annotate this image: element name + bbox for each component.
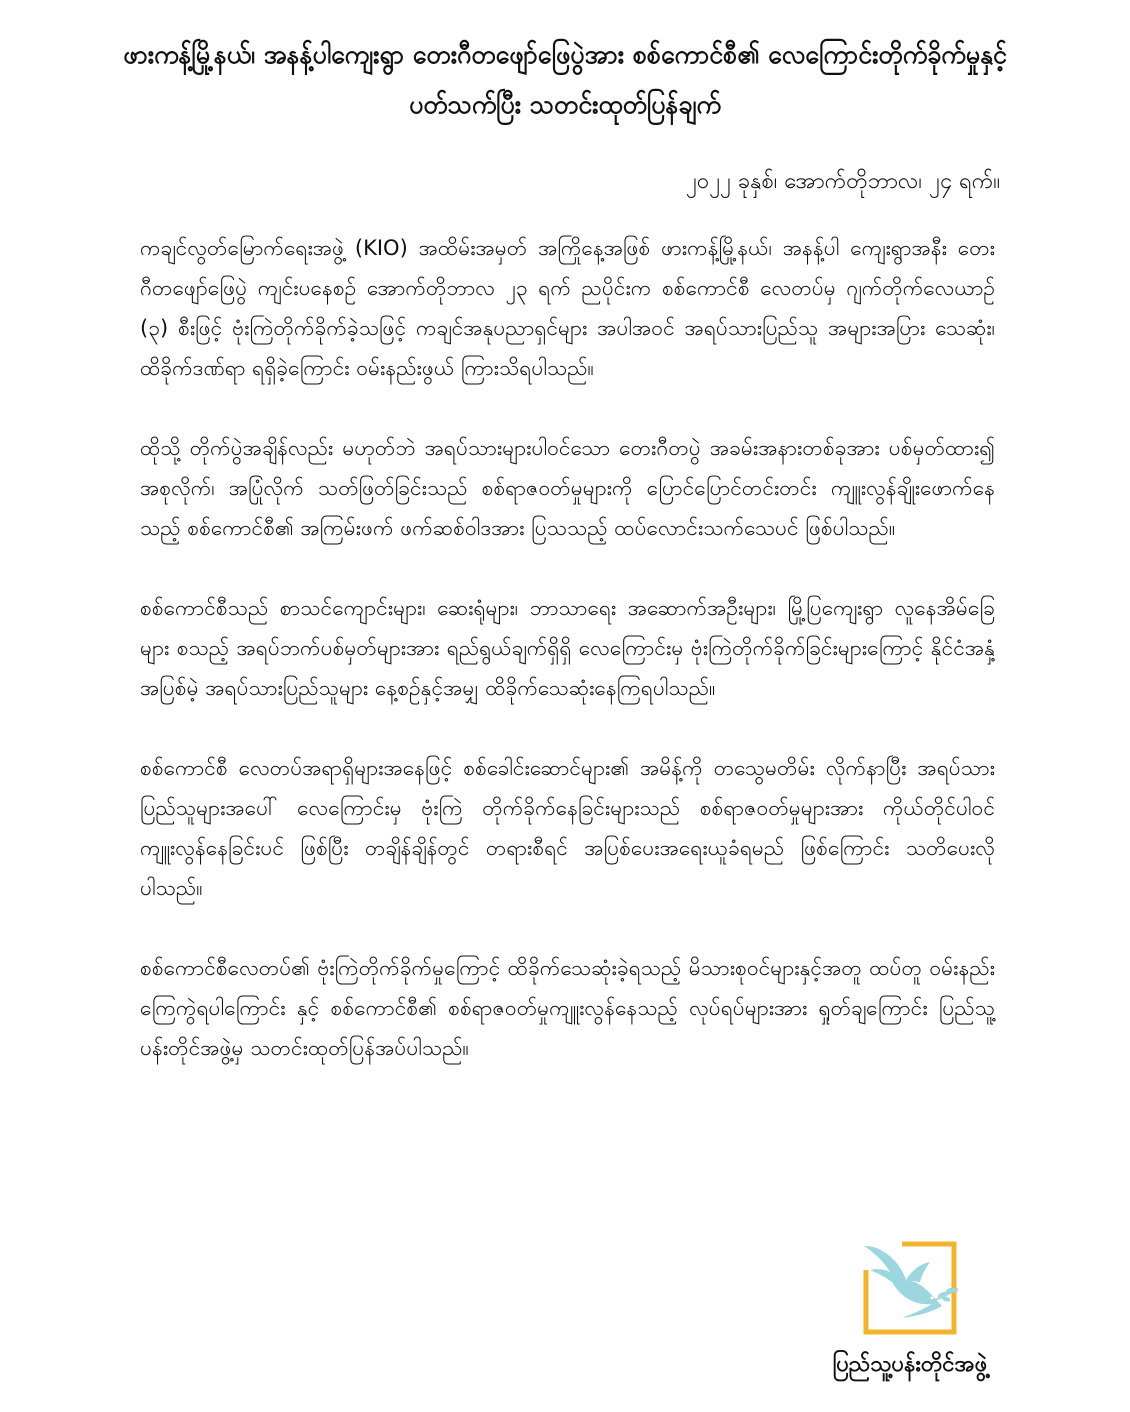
organization-name: ပြည်သူ့ပန်းတိုင်အဖွဲ့ [832, 1352, 988, 1377]
organization-logo [862, 1240, 958, 1336]
paragraph-4: စစ်ကောင်စီ လေတပ်အရာရှိများအနေဖြင့် စစ်ခေါင်းဆောင်များ၏ အမိန့်ကို တသွေမတိမ်း လိုက်နာပြီး အရပ်သားပြည်သူများအပေါ် လေကြောင်းမှ ဗုံးကြဲ တိုက်ခိုက်နေခြင်းများသည် စစ်ရာဇဝတ်မှုများအား ကိုယ်တိုင်ပါဝင်ကျူးလွန်နေခြင်းပင် ဖြစ်ပြီး တချိန်ချိန်တွင် တရားစီရင် အပြစ်ပေးအရေးယူခံရမည် ဖြစ်ကြောင်း သတိပေးလိုပါသည်။ [140, 756, 995, 900]
paragraph-3: စစ်ကောင်စီသည် စာသင်ကျောင်းများ၊ ဆေးရုံများ၊ ဘာသာရေး အဆောက်အဦးများ၊ မြို့ပြကျေးရွာ လူနေအိမ်ခြေများ စသည့် အရပ်ဘက်ပစ်မှတ်များအား ရည်ရွယ်ချက်ရှိရှိ လေကြောင်းမှ ဗုံးကြဲတိုက်ခိုက်ခြင်းများကြောင့် နိုင်ငံအနှံ့ အပြစ်မဲ့ အရပ်သားပြည်သူများ နေ့စဉ်နှင့်အမျှ ထိခိုက်သေဆုံးနေကြရပါသည်။ [140, 596, 995, 700]
paragraph-2: ထိုသို့ တိုက်ပွဲအချိန်လည်း မဟုတ်ဘဲ အရပ်သားများပါဝင်သော တေးဂီတပွဲ အခမ်းအနားတစ်ခုအား ပစ်မှတ်ထား၍ အစုလိုက်၊ အပြုံလိုက် သတ်ဖြတ်ခြင်းသည် စစ်ရာဇဝတ်မှုများကို ပြောင်ပြောင်တင်းတင်း ကျူးလွန်ချိုးဖောက်နေသည့် စစ်ကောင်စီ၏ အကြမ်းဖက် ဖက်ဆစ်ဝါဒအား ပြသသည့် ထပ်လောင်းသက်သေပင် ဖြစ်ပါသည်။ [140, 436, 995, 540]
paragraph-1: ကချင်လွတ်မြောက်ရေးအဖွဲ့ (KIO) အထိမ်းအမှတ် အကြိုနေ့အဖြစ် ဖားကန့်မြို့နယ်၊ အနန့်ပါ ကျေးရွာအနီး တေးဂီတဖျော်ဖြေပွဲ ကျင်းပနေစဉ် အောက်တိုဘာလ ၂၃ ရက် ညပိုင်းက စစ်ကောင်စီ လေတပ်မှ ဂျက်တိုက်လေယာဉ် (၃) စီးဖြင့် ဗုံးကြဲတိုက်ခိုက်ခဲ့သဖြင့် ကချင်အနုပညာရှင်များ အပါအဝင် အရပ်သားပြည်သူ အများအပြား သေဆုံး၊ ထိခိုက်ဒဏ်ရာ ရရှိခဲ့ကြောင်း ဝမ်းနည်းဖွယ် ကြားသိရပါသည်။ [140, 236, 995, 380]
statement-date: ၂၀၂၂ ခုနှစ်၊ အောက်တိုဘာလ၊ ၂၄ ရက်။ [686, 169, 1000, 194]
statement-title: ဖားကန့်မြို့နယ်၊ အနန့်ပါကျေးရွာ တေးဂီတဖျော်ဖြေပွဲအား စစ်ကောင်စီ၏ လေကြောင်းတိုက်ခိုက်မှုနှင့် ပတ်သက်ပြီး သတင်းထုတ်ပြန်ချက် [123, 40, 1007, 119]
dove-icon [862, 1240, 958, 1336]
paragraph-5: စစ်ကောင်စီလေတပ်၏ ဗုံးကြဲတိုက်ခိုက်မှုကြောင့် ထိခိုက်သေဆုံးခဲ့ရသည့် မိသားစုဝင်များနှင့်အတူ ထပ်တူ ဝမ်းနည်းကြေကွဲရပါကြောင်း နှင့် စစ်ကောင်စီ၏ စစ်ရာဇဝတ်မှုကျူးလွန်နေသည့် လုပ်ရပ်များအား ရှုတ်ချကြောင်း ပြည်သူ့ပန်းတိုင်အဖွဲ့မှ သတင်းထုတ်ပြန်အပ်ပါသည်။ [140, 956, 995, 1060]
statement-body [140, 228, 995, 1108]
